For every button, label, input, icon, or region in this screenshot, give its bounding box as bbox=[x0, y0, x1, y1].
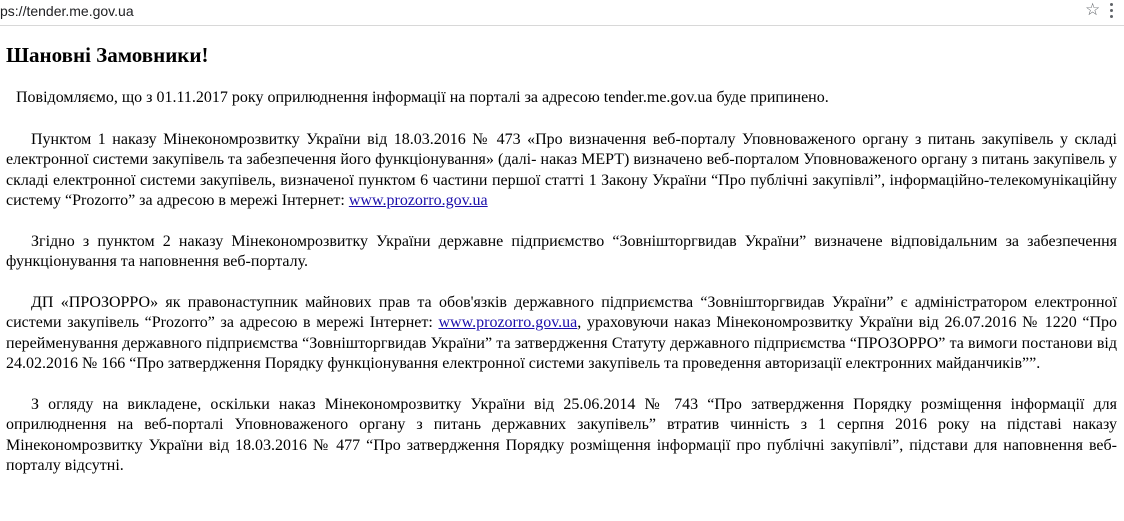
prozorro-link[interactable]: www.prozorro.gov.ua bbox=[348, 192, 488, 209]
page-content bbox=[6, 26, 1117, 497]
paragraph-3-text-after: , ураховуючи наказ Мінекономрозвитку України від 26.07.2016 № 1220 “Про перейменування державного підприємства “Зовнішторгвидав України” та затвердження Статуту державного підприємства “ПРОЗОРРО” та вимоги постанови від 24.02.2016 № 166 “Про затвердження Порядку функціонування електронної системи закупівель та проведення авторизації електронних майданчиків””. bbox=[6, 314, 1117, 372]
paragraph-1 bbox=[6, 130, 1117, 212]
url-text[interactable]: ps://tender.me.gov.ua bbox=[0, 3, 134, 19]
paragraph-1-text: Пунктом 1 наказу Мінекономрозвитку України від 18.03.2016 № 473 «Про визначення веб-порталу Уповноваженого органу з питань закупівель у складі електронної системи закупівель та забезпечення його функціонування» (далі- наказ МЕРТ) визначено веб-порталом Уповноваженого органу з питань закупівель у складі електронної системи закупівель, визначеної пунктом 6 частини першої статті 1 Закону України “Про публічні закупівлі”, інформаційно-телекомунікаційну систему “Prozorro” за адресою в мережі Інтернет: bbox=[6, 130, 1117, 209]
notice-paragraph: Повідомляємо, що з 01.11.2017 року оприлюднення інформації на порталі за адресою tender.me.gov.ua буде припинено. bbox=[16, 89, 829, 106]
paragraph-2: Згідно з пунктом 2 наказу Мінекономрозвитку України державне підприємство “Зовнішторгвидав України” визначене відповідальним за забезпечення функціонування та наповнення веб-порталу. bbox=[6, 232, 1117, 270]
prozorro-link-2[interactable]: www.prozorro.gov.ua bbox=[438, 314, 578, 331]
page-title: Шановні Замовники! bbox=[6, 43, 209, 67]
browser-address-bar[interactable] bbox=[0, 0, 1124, 26]
paragraph-4: З огляду на викладене, оскільки наказ Мінекономрозвитку України від 25.06.2014 № 743 “Про затвердження Порядку розміщення інформації для оприлюднення на веб-порталі Уповноваженого органу з питань державних закупівель” втратив чинність з 1 серпня 2016 року на підставі наказу Мінекономрозвитку України від 18.03.2016 № 477 “Про затвердження Порядку розміщення інформації про публічні закупівлі”, підстави для наповнення веб-порталу відсутні. bbox=[6, 395, 1117, 474]
star-icon[interactable]: ☆ bbox=[1085, 0, 1101, 20]
paragraph-3 bbox=[6, 293, 1117, 375]
paragraph-3-text-before: ДП «ПРОЗОРРО» як правонаступник майнових прав та обов'язків державного підприємства “Зовнішторгвидав України” є адміністратором електронної системи закупівель “Prozorro” за адресою в мережі Інтернет: bbox=[6, 293, 1117, 331]
kebab-menu-icon[interactable] bbox=[1110, 3, 1114, 19]
